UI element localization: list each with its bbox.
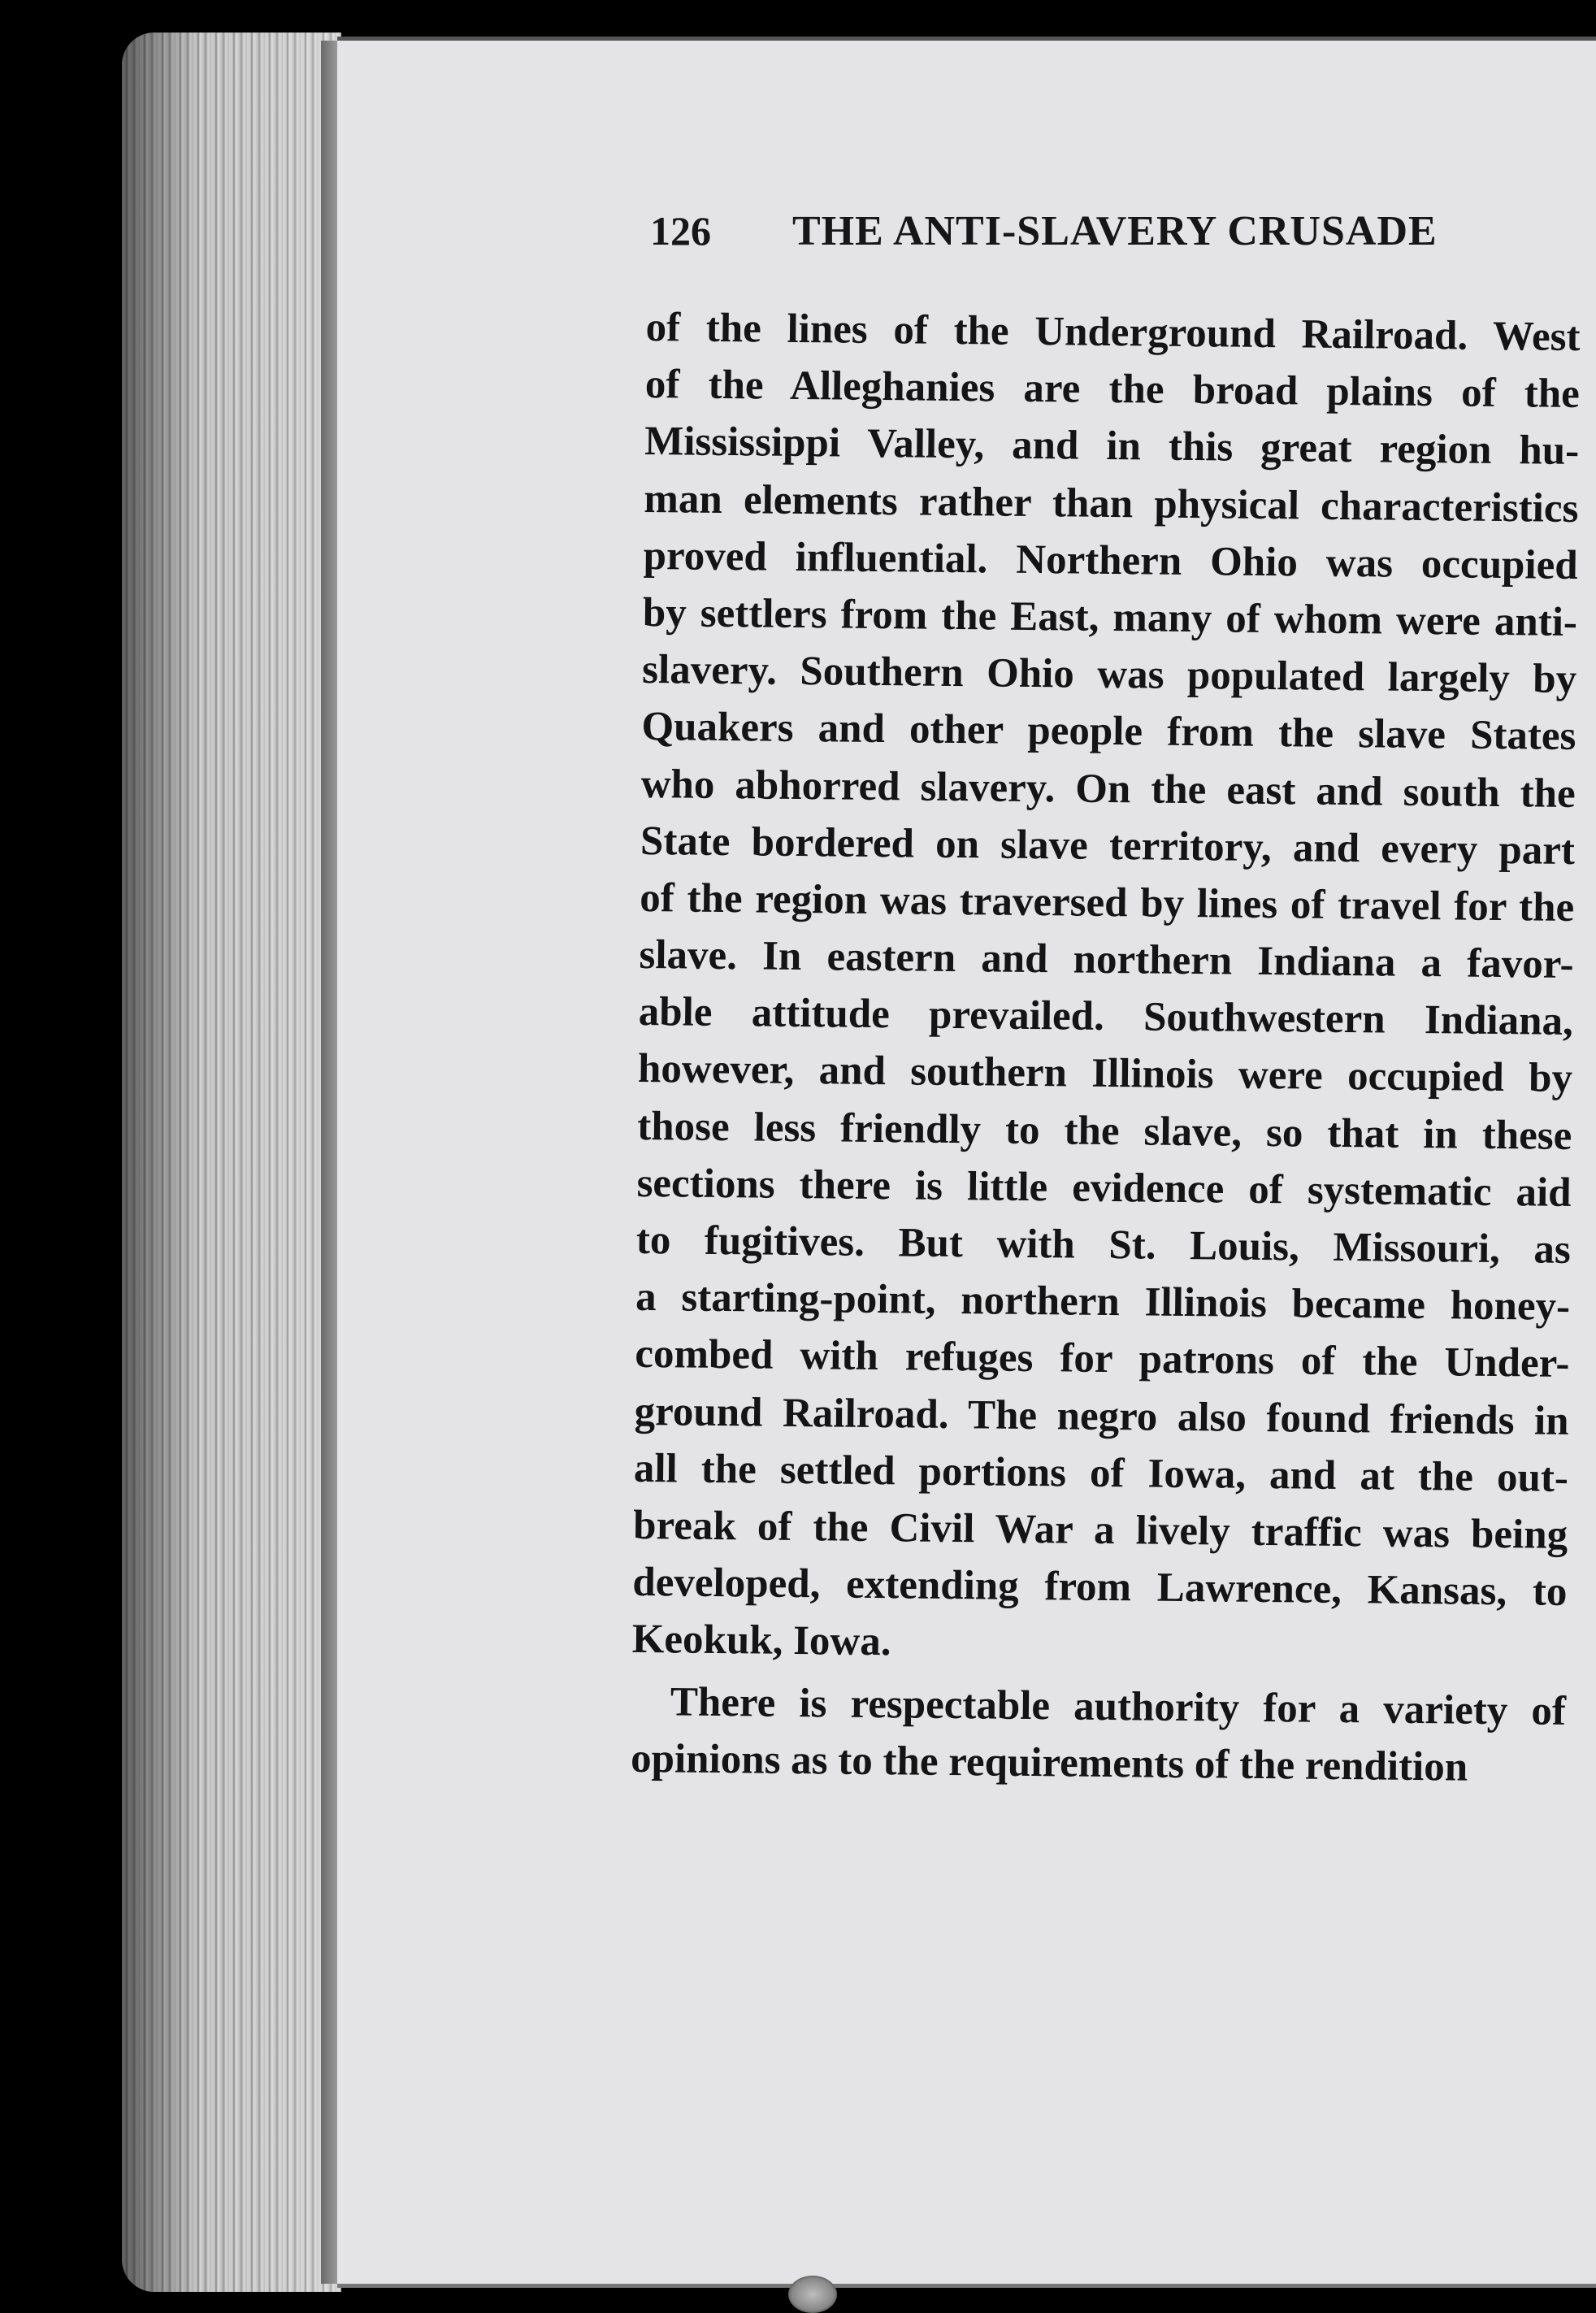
text-line: Quakers and other people from the slave States — [641, 704, 1576, 760]
text-line: of the Alleghanies are the broad plains of the — [644, 362, 1581, 418]
text-line: State bordered on slave territory, and every part — [640, 818, 1576, 874]
text-line: slave. In eastern and northern Indiana a favor- — [639, 932, 1574, 988]
text-line: able attitude prevailed. Southwestern Indiana, — [638, 989, 1574, 1045]
text-line: slavery. Southern Ohio was populated largely by — [641, 647, 1577, 703]
text-line: of the region was traversed by lines of travel for the — [639, 874, 1575, 931]
page-number: 126 — [650, 208, 711, 254]
text-line: to fugitives. But with St. Louis, Missouri, as — [635, 1217, 1572, 1273]
text-line: a starting-point, northern Illinois became honey- — [635, 1274, 1571, 1330]
text-line: opinions as to the requirements of the rendition — [630, 1735, 1468, 1790]
text-line: by settlers from the East, many of whom were anti- — [642, 589, 1578, 645]
text-line: break of the Civil War a lively traffic was being — [632, 1502, 1568, 1558]
paragraph — [631, 299, 1581, 1677]
text-line: proved influential. Northern Ohio was occupied — [643, 532, 1578, 588]
text-line: combed with refuges for patrons of the Under- — [635, 1331, 1570, 1387]
running-head — [650, 207, 1596, 255]
text-line: man elements rather than physical characteristics — [644, 475, 1579, 532]
text-line: developed, extending from Lawrence, Kansas, to — [632, 1560, 1568, 1616]
book-page — [337, 37, 1596, 2288]
text-line: however, and southern Illinois were occupied by — [637, 1046, 1573, 1102]
text-line: ground Railroad. The negro also found friends in — [634, 1388, 1569, 1444]
text-line: Mississippi Valley, and in this great region hu- — [644, 419, 1580, 475]
text-line: all the settled portions of Iowa, and at the out- — [633, 1445, 1569, 1501]
running-head-title: THE ANTI-SLAVERY CRUSADE — [792, 208, 1438, 254]
text-line: who abhorred slavery. On the east and south the — [640, 761, 1576, 817]
paragraph — [631, 1673, 1566, 1796]
body-text — [631, 299, 1581, 1797]
text-line: Keokuk, Iowa. — [631, 1616, 891, 1665]
text-line: There is respectable authority for a variety of — [670, 1678, 1567, 1734]
page-edges — [122, 33, 341, 2292]
page-edge-mark — [788, 2276, 837, 2313]
text-line: those less friendly to the slave, so that in these — [637, 1103, 1572, 1159]
text-line: sections there is little evidence of systematic aid — [636, 1160, 1572, 1216]
text-line: of the lines of the Underground Railroad. West — [645, 304, 1581, 361]
